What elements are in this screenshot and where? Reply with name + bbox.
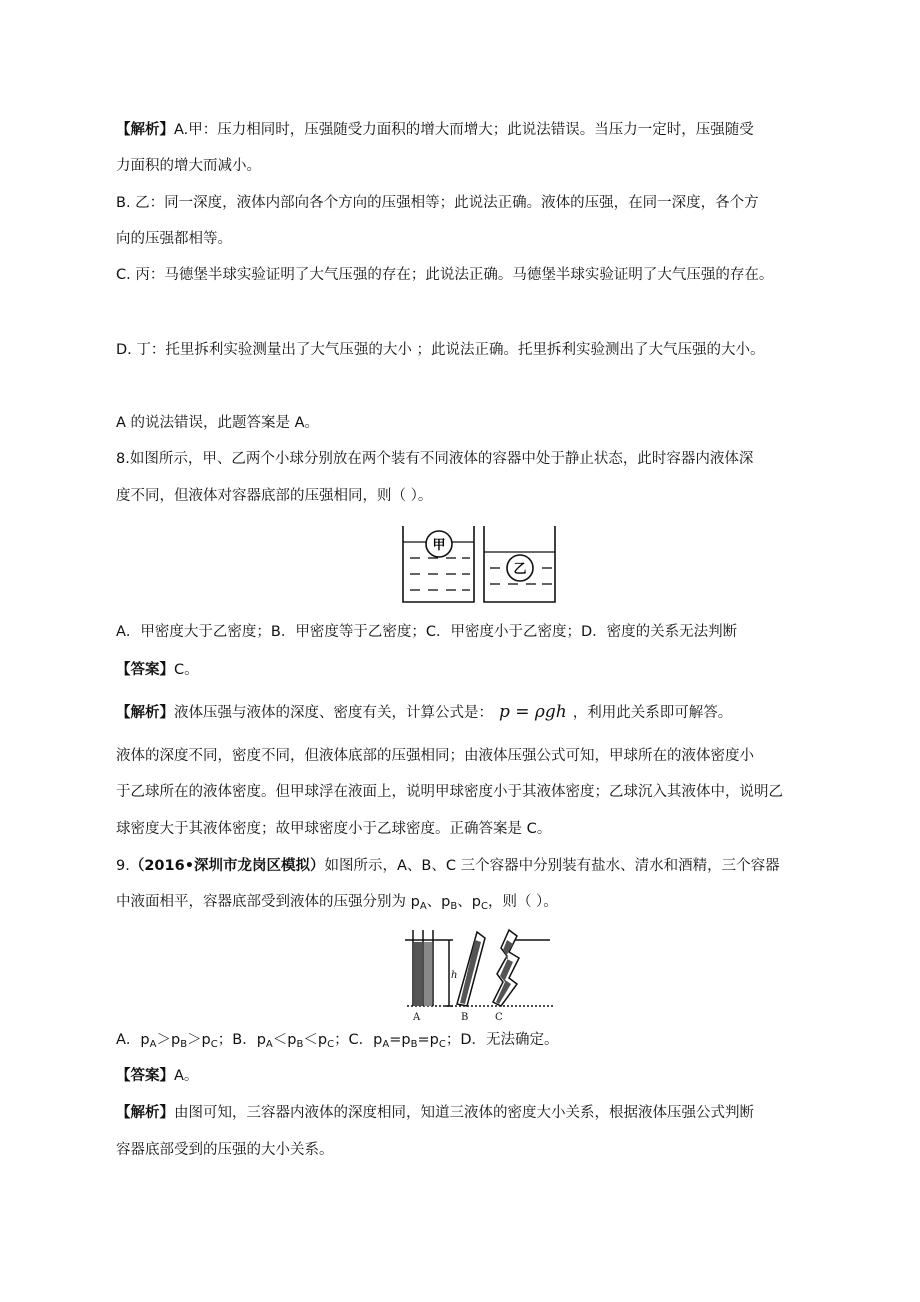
subscript: B [410,1039,418,1050]
question-8-stem: 8.如图所示，甲、乙两个小球分别放在两个装有不同液体的容器中处于静止状态，此时容器内液体深 [116,451,754,467]
analysis-line: 容器底部受到的压强的大小关系。 [116,1142,334,1158]
analysis-line: 力面积的增大而减小。 [116,158,261,174]
answer-tag: 【答案】 [116,662,174,678]
container-label-b: B [461,1012,469,1022]
ball-jia-label: 甲 [432,538,446,553]
subscript: C [438,1039,446,1050]
analysis-line: B. 乙：同一深度，液体内部向各个方向的压强相等；此说法正确。液体的压强，在同一深度，各个方 [116,195,759,211]
question-number: 9. [116,858,130,874]
question-source: （2016•深圳市龙岗区模拟） [129,858,325,874]
analysis-text: 由图可知，三容器内液体的深度相同，知道三液体的密度大小关系，根据液体压强公式判断 [174,1105,754,1121]
option-text: ＞p [187,1032,211,1048]
subscript: B [296,1039,304,1050]
answer-tag: 【答案】 [116,1068,174,1084]
question-8-answer [116,660,199,680]
question-9-options [116,1030,559,1050]
option-text: ；B．p [217,1032,266,1048]
subscript: A [149,1039,157,1050]
option-text: ＜p [303,1032,328,1048]
subscript: C [480,901,488,912]
answer-value: A。 [174,1068,199,1084]
container-label-a: A [413,1012,421,1022]
question-8-analysis [116,702,732,723]
subscript: A [265,1039,273,1050]
question-9-answer [116,1066,198,1086]
question-8-figure [400,522,560,604]
analysis-line: 向的压强都相等。 [116,231,232,247]
question-text: ，则（ ）。 [487,894,558,910]
subscript: B [450,901,458,912]
analysis-line: D. 丁：托里拆利实验测量出了大气压强的大小 ；此说法正确。托里拆利实验测出了大气压强的大小。 [116,342,765,358]
analysis-line: A 的说法错误，此题答案是 A。 [116,415,320,431]
option-text: ；D．无法确定。 [445,1032,559,1048]
ball-yi-label: 乙 [513,562,527,577]
analysis-line: 于乙球所在的液体密度。但甲球浮在液面上，说明甲球密度小于其液体密度；乙球沉入其液体中，说明乙 [116,784,783,800]
analysis-line: C. 丙：马德堡半球实验证明了大气压强的存在；此说法正确。马德堡半球实验证明了大气压强的存在。 [116,267,774,283]
question-9-analysis [116,1103,754,1123]
pressure-formula: p = ρgh [499,702,567,722]
subscript: C [210,1039,218,1050]
analysis-tag: 【解析】 [116,1105,174,1121]
analysis-text: 液体压强与液体的深度、密度有关，计算公式是： [174,705,493,721]
analysis-tag: 【解析】 [116,705,174,721]
container-label-c: C [495,1012,503,1022]
analysis-line [116,120,754,140]
analysis-tag: 【解析】 [116,122,174,138]
option-text: ；C．p [334,1032,383,1048]
option-text: =p [417,1032,439,1048]
subscript: A [382,1039,390,1050]
option-text: ＜p [272,1032,297,1048]
height-label: h [451,970,458,981]
analysis-text: A.甲：压力相同时，压强随受力面积的增大而增大；此说法错误。当压力一定时，压强随受 [174,122,754,138]
question-text: 中液面相平，容器底部受到液体的压强分别为 p [116,894,420,910]
question-9-stem: 中液面相平，容器底部受到液体的压强分别为 $p_A$、$p_B$、$p_C$，则（ ）。 [116,894,558,912]
question-8-stem: 度不同，但液体对容器底部的压强相同，则（ ）。 [116,488,433,504]
subscript: A [419,901,427,912]
analysis-text: ，利用此关系即可解答。 [572,705,733,721]
question-8-options: A．甲密度大于乙密度；B．甲密度等于乙密度；C．甲密度小于乙密度；D．密度的关系无法判断 [116,624,738,640]
subscript: B [180,1039,188,1050]
question-9-stem [116,856,780,876]
question-9-figure [405,928,555,1022]
answer-value: C。 [174,662,199,678]
option-text: =p [389,1032,411,1048]
analysis-line: 液体的深度不同，密度不同，但液体底部的压强相同；由液体压强公式可知，甲球所在的液体密度小 [116,748,754,764]
subscript: C [327,1039,335,1050]
option-text: A．p [116,1032,150,1048]
option-text: ＞p [156,1032,181,1048]
question-text: 如图所示，A、B、C 三个容器中分别装有盐水、清水和酒精，三个容器 [324,858,780,874]
analysis-line: 球密度大于其液体密度；故甲球密度小于乙球密度。正确答案是 C。 [116,821,552,837]
